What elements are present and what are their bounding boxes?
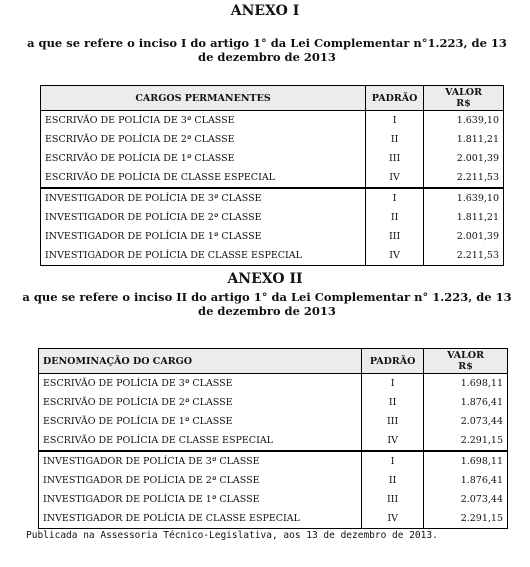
padrao-cell: II [366, 130, 424, 149]
annex2-header-valor [424, 349, 508, 374]
valor-cell: 1.811,21 [424, 208, 504, 227]
padrao-cell: I [366, 111, 424, 131]
annex1-header-valor-line1: VALOR [445, 87, 482, 98]
table-row [41, 168, 504, 188]
table-row [39, 374, 508, 394]
cargo-cell: INVESTIGADOR DE POLÍCIA DE 2ª CLASSE [39, 471, 362, 490]
valor-cell: 2.211,53 [424, 168, 504, 188]
table-row [39, 393, 508, 412]
cargo-cell: INVESTIGADOR DE POLÍCIA DE 2ª CLASSE [41, 208, 366, 227]
cargo-cell: ESCRIVÃO DE POLÍCIA DE 2ª CLASSE [39, 393, 362, 412]
valor-cell: 1.639,10 [424, 188, 504, 208]
valor-cell: 2.291,15 [424, 431, 508, 451]
valor-cell: 2.211,53 [424, 246, 504, 266]
padrao-cell: II [362, 471, 424, 490]
padrao-cell: I [362, 451, 424, 471]
padrao-cell: IV [362, 431, 424, 451]
annex2-header-valor-line2: R$ [458, 361, 473, 372]
padrao-cell: IV [366, 168, 424, 188]
annex2-subtitle: a que se refere o inciso II do artigo 1° da Lei Complementar n° 1.223, de 13 de dezembro de 2013 [22, 290, 512, 318]
annex2-table [38, 348, 508, 529]
padrao-cell: I [366, 188, 424, 208]
valor-cell: 1.698,11 [424, 374, 508, 394]
annex1-header-valor [424, 86, 504, 111]
cargo-cell: ESCRIVÃO DE POLÍCIA DE CLASSE ESPECIAL [41, 168, 366, 188]
valor-cell: 2.291,15 [424, 509, 508, 529]
valor-cell: 1.876,41 [424, 471, 508, 490]
annex1-subtitle: a que se refere o inciso I do artigo 1° da Lei Complementar n°1.223, de 13 de dezembro de 2013 [27, 36, 507, 64]
table-row [39, 490, 508, 509]
padrao-cell: III [366, 149, 424, 168]
valor-cell: 2.001,39 [424, 149, 504, 168]
padrao-cell: III [362, 412, 424, 431]
cargo-cell: ESCRIVÃO DE POLÍCIA DE 3ª CLASSE [39, 374, 362, 394]
cargo-cell: ESCRIVÃO DE POLÍCIA DE 2ª CLASSE [41, 130, 366, 149]
table-row [41, 130, 504, 149]
annex2-header-cargo: DENOMINAÇÃO DO CARGO [39, 349, 362, 374]
cargo-cell: INVESTIGADOR DE POLÍCIA DE CLASSE ESPECIAL [39, 509, 362, 529]
table-row [39, 431, 508, 451]
annex1-header-cargo: CARGOS PERMANENTES [41, 86, 366, 111]
table-row [41, 188, 504, 208]
cargo-cell: INVESTIGADOR DE POLÍCIA DE CLASSE ESPECIAL [41, 246, 366, 266]
valor-cell: 1.698,11 [424, 451, 508, 471]
table-row [41, 111, 504, 131]
publication-footer: Publicada na Assessoria Técnico-Legislativa, aos 13 de dezembro de 2013. [26, 530, 438, 541]
valor-cell: 1.876,41 [424, 393, 508, 412]
cargo-cell: INVESTIGADOR DE POLÍCIA DE 3ª CLASSE [41, 188, 366, 208]
table-row [41, 246, 504, 266]
annex1-header-row [41, 86, 504, 111]
cargo-cell: ESCRIVÃO DE POLÍCIA DE 1ª CLASSE [39, 412, 362, 431]
annex1-header-valor-line2: R$ [456, 98, 471, 109]
table-row [41, 208, 504, 227]
annex1-body [41, 111, 504, 266]
annex1-header-padrao: PADRÃO [366, 86, 424, 111]
table-row [39, 509, 508, 529]
table-row [41, 227, 504, 246]
padrao-cell: IV [366, 246, 424, 266]
table-row [39, 412, 508, 431]
annex2-title: ANEXO II [227, 271, 303, 287]
cargo-cell: ESCRIVÃO DE POLÍCIA DE CLASSE ESPECIAL [39, 431, 362, 451]
valor-cell: 2.001,39 [424, 227, 504, 246]
padrao-cell: I [362, 374, 424, 394]
annex2-header-padrao: PADRÃO [362, 349, 424, 374]
valor-cell: 1.811,21 [424, 130, 504, 149]
cargo-cell: INVESTIGADOR DE POLÍCIA DE 1ª CLASSE [39, 490, 362, 509]
valor-cell: 2.073,44 [424, 412, 508, 431]
cargo-cell: ESCRIVÃO DE POLÍCIA DE 3ª CLASSE [41, 111, 366, 131]
padrao-cell: II [366, 208, 424, 227]
table-row [41, 149, 504, 168]
annex2-header-row [39, 349, 508, 374]
annex2-body [39, 374, 508, 529]
cargo-cell: INVESTIGADOR DE POLÍCIA DE 3ª CLASSE [39, 451, 362, 471]
cargo-cell: ESCRIVÃO DE POLÍCIA DE 1ª CLASSE [41, 149, 366, 168]
valor-cell: 2.073,44 [424, 490, 508, 509]
table-row [39, 471, 508, 490]
padrao-cell: III [366, 227, 424, 246]
padrao-cell: IV [362, 509, 424, 529]
valor-cell: 1.639,10 [424, 111, 504, 131]
annex1-table [40, 85, 504, 266]
padrao-cell: II [362, 393, 424, 412]
annex1-title: ANEXO I [230, 3, 300, 19]
padrao-cell: III [362, 490, 424, 509]
annex2-header-valor-line1: VALOR [447, 350, 484, 361]
table-row [39, 451, 508, 471]
cargo-cell: INVESTIGADOR DE POLÍCIA DE 1ª CLASSE [41, 227, 366, 246]
